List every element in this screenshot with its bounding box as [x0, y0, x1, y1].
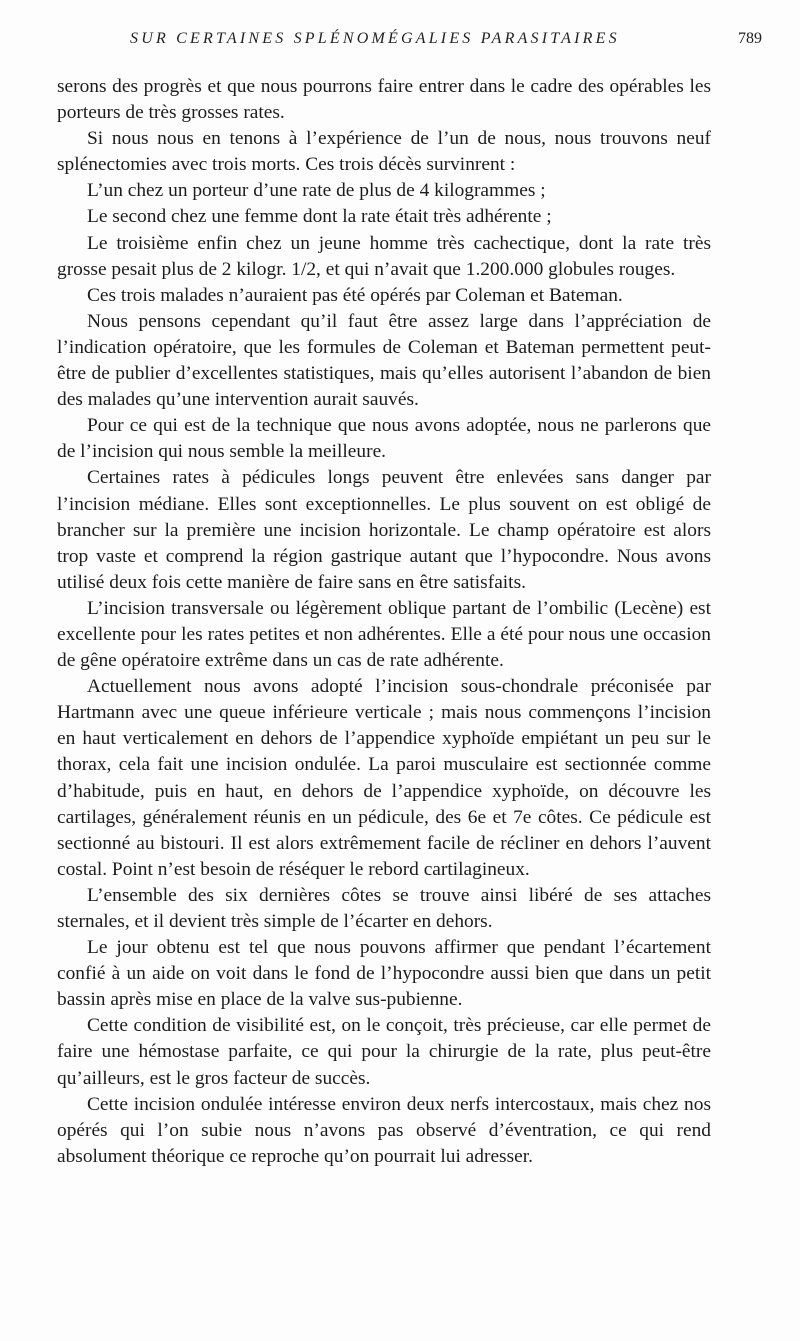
- paragraph-13: Le jour obtenu est tel que nous pouvons affirmer que pendant l’écartement confié à un aide on voit dans le fond de l’hypocondre aussi bien que dans un petit bassin après mise en place de la valve sus-pubienne.: [57, 937, 711, 1011]
- paragraph-1: serons des progrès et que nous pourrons faire entrer dans le cadre des opérables les porteurs de très grosses rates.: [57, 76, 711, 124]
- paragraph-4: Le second chez une femme dont la rate était très adhérente ;: [87, 206, 552, 228]
- running-header: [0, 30, 800, 52]
- paragraph-12: L’ensemble des six dernières côtes se trouve ainsi libéré de ses attaches sternales, et il devient très simple de l’écarter en dehors.: [57, 884, 711, 932]
- paragraph-14: Cette condition de visibilité est, on le conçoit, très précieuse, car elle permet de faire une hémostase parfaite, ce qui pour la chirurgie de la rate, plus peut-être qu’ailleurs, est le gros facteur de succès.: [57, 1015, 711, 1089]
- running-title: SUR CERTAINES SPLÉNOMÉGALIES PARASITAIRES: [130, 30, 620, 47]
- paragraph-11: Actuellement nous avons adopté l’incision sous-chondrale préconisée par Hartmann avec une queue inférieure verticale ; mais nous commençons l’incision en haut verticalement en dehors de l’appendice xyphoïde empiétant un peu sur le thorax, cela fait une incision ondulée. La paroi musculaire est sectionnée comme d’habitude, puis en haut, en dehors de l’appendice xyphoïde, on découvre les cartilages, généralement réunis en un pédicule, des 6e et 7e côtes. Ce pédicule est sectionné au bistouri. Il est alors extrêmement facile de récliner en dehors l’auvent costal. Point n’est besoin de réséquer le rebord cartilagineux.: [57, 676, 711, 880]
- paragraph-3: L’un chez un porteur d’une rate de plus de 4 kilogrammes ;: [87, 180, 546, 202]
- paragraph-10: L’incision transversale ou légèrement oblique partant de l’ombilic (Lecène) est excellente pour les rates petites et non adhérentes. Elle a été pour nous une occasion de gêne opératoire extrême dans un cas de rate adhérente.: [57, 597, 711, 672]
- paragraph-6: Ces trois malades n’auraient pas été opérés par Coleman et Bateman.: [87, 284, 623, 306]
- paragraph-15: Cette incision ondulée intéresse environ deux nerfs intercostaux, mais chez nos opérés qui l’on subie nous n’avons pas observé d’éventration, ce qui rend absolument théorique ce reproche qu’on pourrait lui adresser.: [57, 1093, 711, 1167]
- body-text: [57, 74, 711, 1170]
- paragraph-2: Si nous nous en tenons à l’expérience de l’un de nous, nous trouvons neuf splénectomies avec trois morts. Ces trois décès survinrent :: [57, 128, 711, 176]
- paragraph-9: Certaines rates à pédicules longs peuvent être enlevées sans danger par l’incision médiane. Elles sont exceptionnelles. Le plus souvent on est obligé de brancher sur la première une incision horizontale. Le champ opératoire est alors trop vaste et comprend la région gastrique autant que l’hypocondre. Nous avons utilisé deux fois cette manière de faire sans en être satisfaits.: [57, 467, 711, 593]
- paragraph-8: Pour ce qui est de la technique que nous avons adoptée, nous ne parlerons que de l’incision qui nous semble la meilleure.: [57, 415, 711, 463]
- paragraph-7: Nous pensons cependant qu’il faut être assez large dans l’appréciation de l’indication opératoire, que les formules de Coleman et Bateman permettent peut-être de publier d’excellentes statistiques, mais qu’elles autorisent l’abandon de bien des malades qu’une intervention aurait sauvés.: [57, 310, 711, 411]
- paragraph-5: Le troisième enfin chez un jeune homme très cachectique, dont la rate très grosse pesait plus de 2 kilogr. 1/2, et qui n’avait que 1.200.000 globules rouges.: [57, 232, 711, 280]
- page-number: 789: [738, 30, 762, 47]
